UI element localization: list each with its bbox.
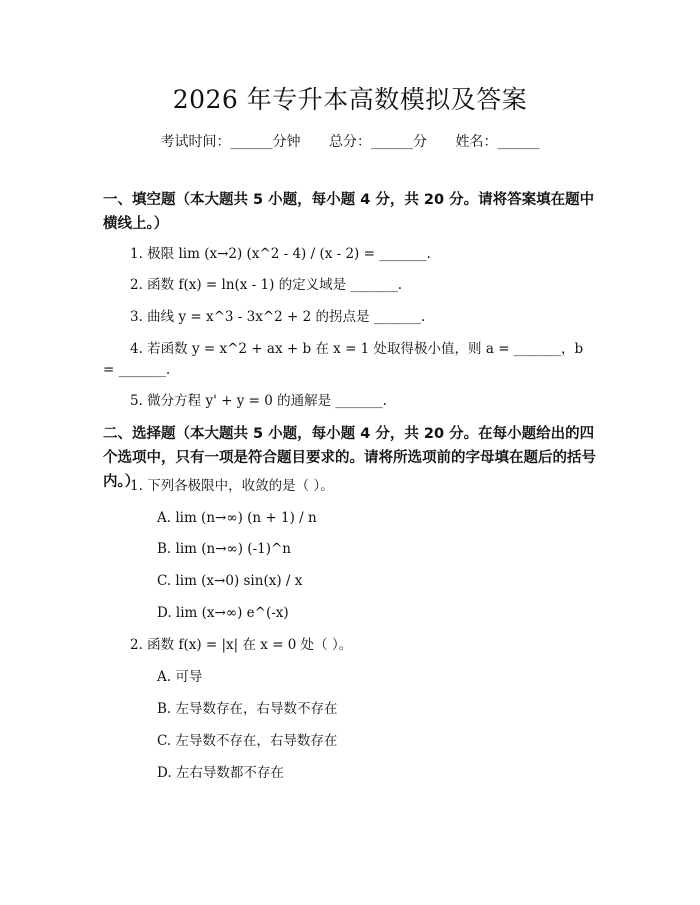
exam-time-field: 考试时间：______分钟	[160, 134, 301, 150]
choice-question-1-option-a: A. lim (n→∞) (n + 1) / n	[157, 510, 317, 526]
fill-question-4: 4. 若函数 y = x^2 + ax + b 在 x = 1 处取得极小值，则 a = _______，b	[130, 341, 584, 357]
fill-question-2: 2. 函数 f(x) = ln(x - 1) 的定义域是 _______.	[130, 277, 403, 293]
choice-question-2-option-a: A. 可导	[157, 669, 203, 685]
choice-question-2-option-b: B. 左导数存在，右导数不存在	[157, 701, 338, 717]
choice-question-2-option-c: C. 左导数不存在，右导数存在	[157, 733, 338, 749]
section-fill-in-heading: 一、填空题（本大题共 5 小题，每小题 4 分，共 20 分。请将答案填在题中横线上。）	[103, 192, 595, 232]
total-score-field: 总分：______分	[329, 134, 427, 150]
choice-question-2-option-d: D. 左右导数都不存在	[157, 765, 284, 781]
fill-question-5: 5. 微分方程 y' + y = 0 的通解是 _______.	[130, 393, 387, 409]
choice-question-2: 2. 函数 f(x) = |x| 在 x = 0 处（ ）。	[130, 637, 353, 653]
choice-question-1: 1. 下列各极限中，收敛的是（ ）。	[130, 478, 334, 494]
fill-question-4-continued: = _______.	[103, 362, 171, 378]
choice-question-1-option-d: D. lim (x→∞) e^(-x)	[157, 605, 289, 621]
fill-question-1: 1. 极限 lim (x→2) (x^2 - 4) / (x - 2) = _______.	[130, 246, 431, 262]
choice-question-1-option-c: C. lim (x→0) sin(x) / x	[157, 573, 303, 589]
page-title: 2026 年专升本高数模拟及答案	[172, 85, 528, 114]
choice-question-1-option-b: B. lim (n→∞) (-1)^n	[157, 541, 291, 557]
student-name-field: 姓名：______	[455, 134, 540, 150]
exam-info-line	[0, 131, 700, 151]
fill-question-3: 3. 曲线 y = x^3 - 3x^2 + 2 的拐点是 _______.	[130, 309, 426, 325]
section-choice-heading: 二、选择题（本大题共 5 小题，每小题 4 分，共 20 分。在每小题给出的四个选项中，只有一项是符合题目要求的。请将所选项前的字母填在题后的括号内。）	[103, 426, 596, 490]
